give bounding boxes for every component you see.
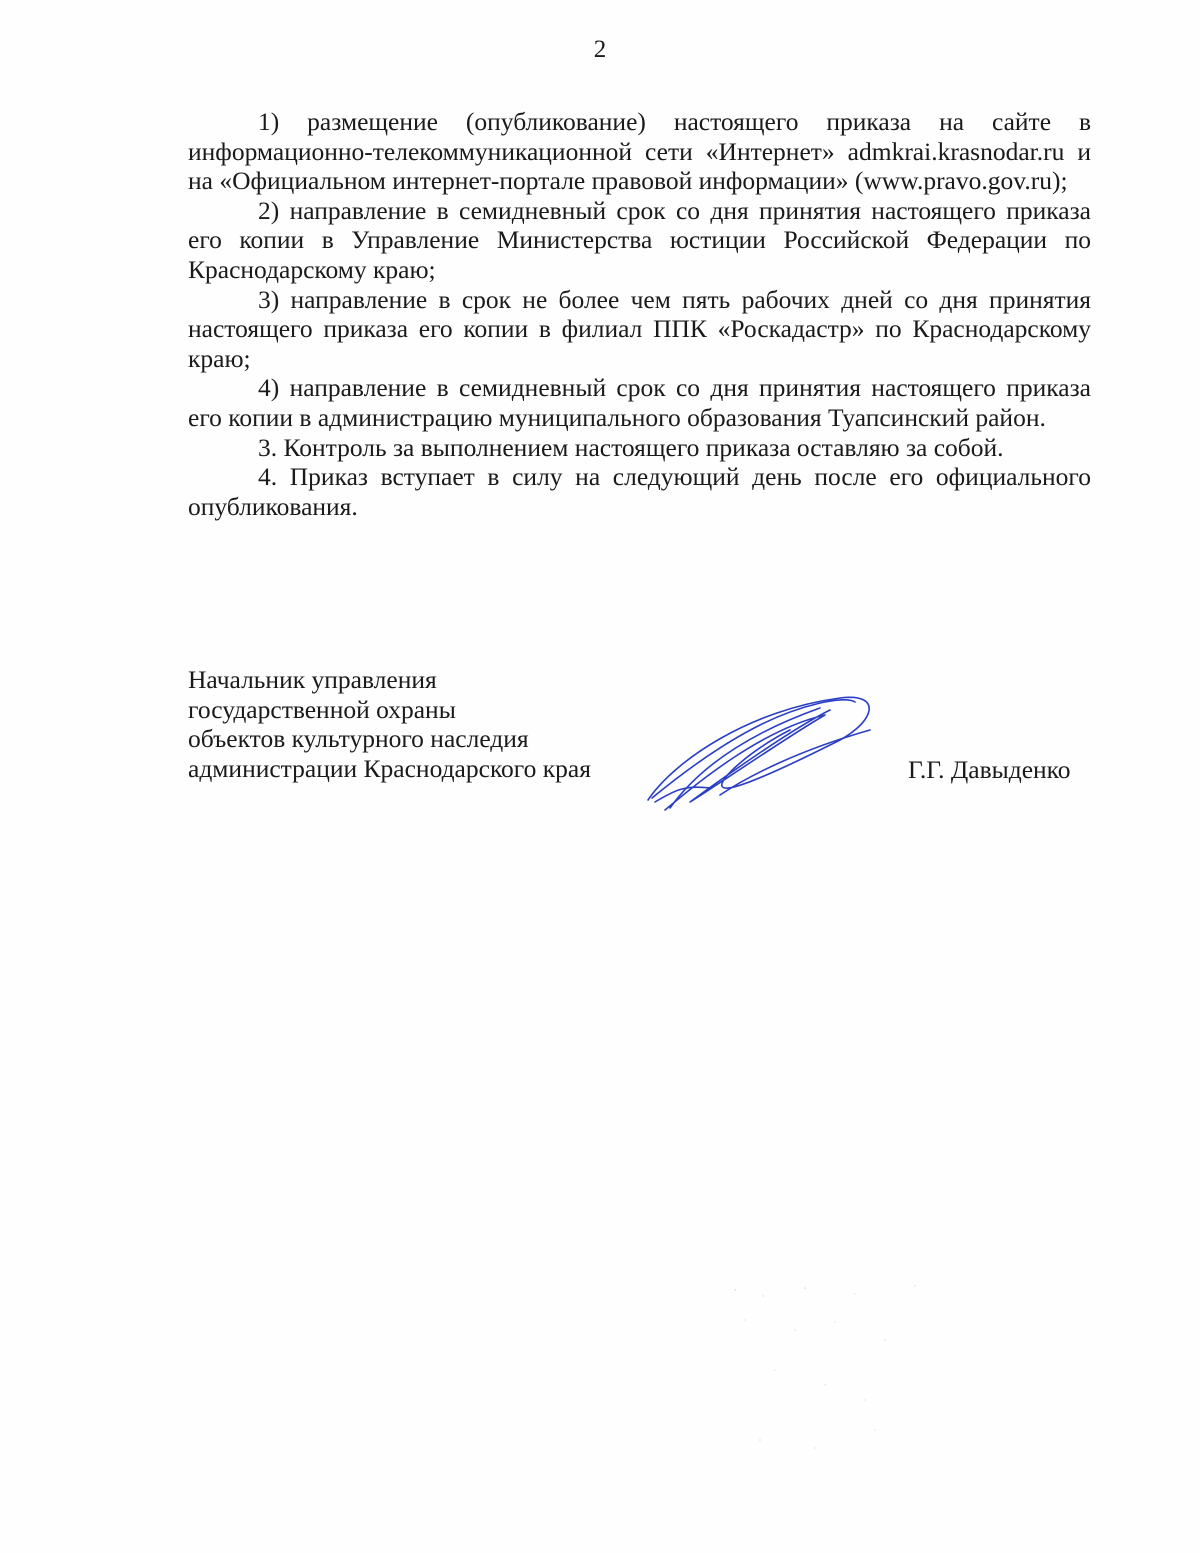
position-line: администрации Краснодарского края [188, 753, 591, 783]
document-body [188, 107, 1091, 521]
position-line: государственной охраны [188, 694, 456, 724]
paragraph-control: 3. Контроль за выполнением настоящего приказа оставляю за собой. [258, 432, 1004, 462]
paragraph-effective-date: 4. Приказ вступает в силу на следующий день после его официального опубликования. [188, 462, 1091, 521]
position-line: объектов культурного наследия [188, 724, 529, 754]
signatory-position [188, 665, 591, 783]
scan-noise [715, 1270, 965, 1470]
handwritten-signature [640, 690, 880, 815]
paragraph-roskadastr: 3) направление в срок не более чем пять рабочих дней со дня принятия настоящего приказа его копии в филиал ППК «Роскадастр» по Краснодарскому краю; [188, 284, 1091, 373]
paragraph-ministry-justice: 2) направление в семидневный срок со дня принятия настоящего приказа его копии в Управление Министерства юстиции Российской Федерации по Краснодарскому краю; [188, 195, 1091, 284]
signatory-name: Г.Г. Давыденко [908, 755, 1071, 784]
paragraph-publication: 1) размещение (опубликование) настоящего приказа на сайте в информационно-телекоммуникационной сети «Интернет» admkrai.krasnodar.ru и на «Официальном интернет-портале правовой информации» (www.pravo.gov.ru); [188, 107, 1091, 196]
position-line: Начальник управления [188, 665, 437, 694]
page-number: 2 [593, 36, 607, 63]
paragraph-municipal-administration: 4) направление в семидневный срок со дня принятия настоящего приказа его копии в администрацию муниципального образования Туапсинский район. [188, 373, 1091, 432]
